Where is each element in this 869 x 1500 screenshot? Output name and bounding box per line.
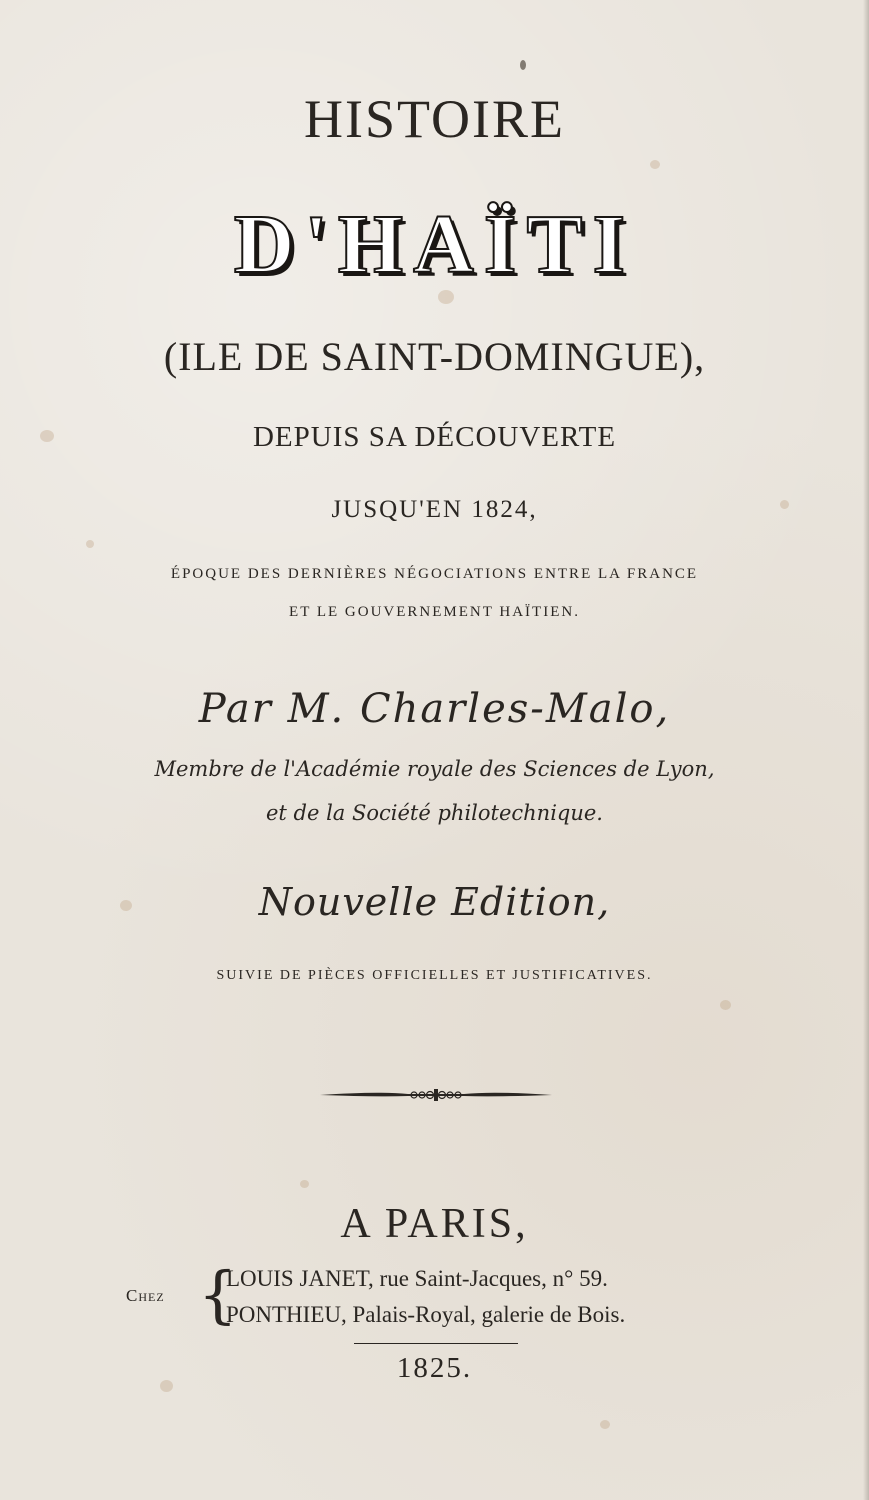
publishers-block [126,1258,746,1344]
ornament-divider [318,1084,554,1106]
affiliation-line-2: et de la Société philotechnique. [266,801,603,825]
imprint-city: A PARIS, [340,1201,529,1247]
paper-speck [300,1180,309,1188]
subtitle-depuis: DEPUIS SA DÉCOUVERTE [252,421,617,453]
affiliation-line-1: Membre de l'Académie royale des Sciences de Lyon, [154,757,715,781]
paper-speck [650,160,660,169]
paper-speck [600,1420,610,1429]
publisher-1: LOUIS JANET, rue Saint-Jacques, n° 59. [226,1266,608,1291]
title-histoire: HISTOIRE [303,89,565,149]
author-line: Par M. Charles-Malo, [198,686,671,732]
subtitle-jusqu: JUSQU'EN 1824, [331,496,538,523]
imprint-year: 1825. [396,1352,473,1384]
epoque-line-2: ET LE GOUVERNEMENT HAÏTIEN. [289,604,580,620]
paper-speck [520,60,526,70]
epoque-line-1: ÉPOQUE DES DERNIÈRES NÉGOCIATIONS ENTRE LA FRANCE [170,566,699,582]
paper-speck [86,540,94,548]
edition-line: Nouvelle Edition, [258,880,611,924]
title-haiti: D'HAÏTI [233,198,636,291]
suivie-line: SUIVIE DE PIÈCES OFFICIELLES ET JUSTIFICATIVES. [216,968,653,983]
chez-label: Chez [126,1286,165,1305]
brace-glyph: { [198,1258,238,1331]
publisher-2: PONTHIEU, Palais-Royal, galerie de Bois. [226,1302,626,1327]
paper-speck [720,1000,731,1010]
subtitle-ile: (ILE DE SAINT-DOMINGUE), [163,334,706,379]
imprint-rule [354,1343,518,1344]
